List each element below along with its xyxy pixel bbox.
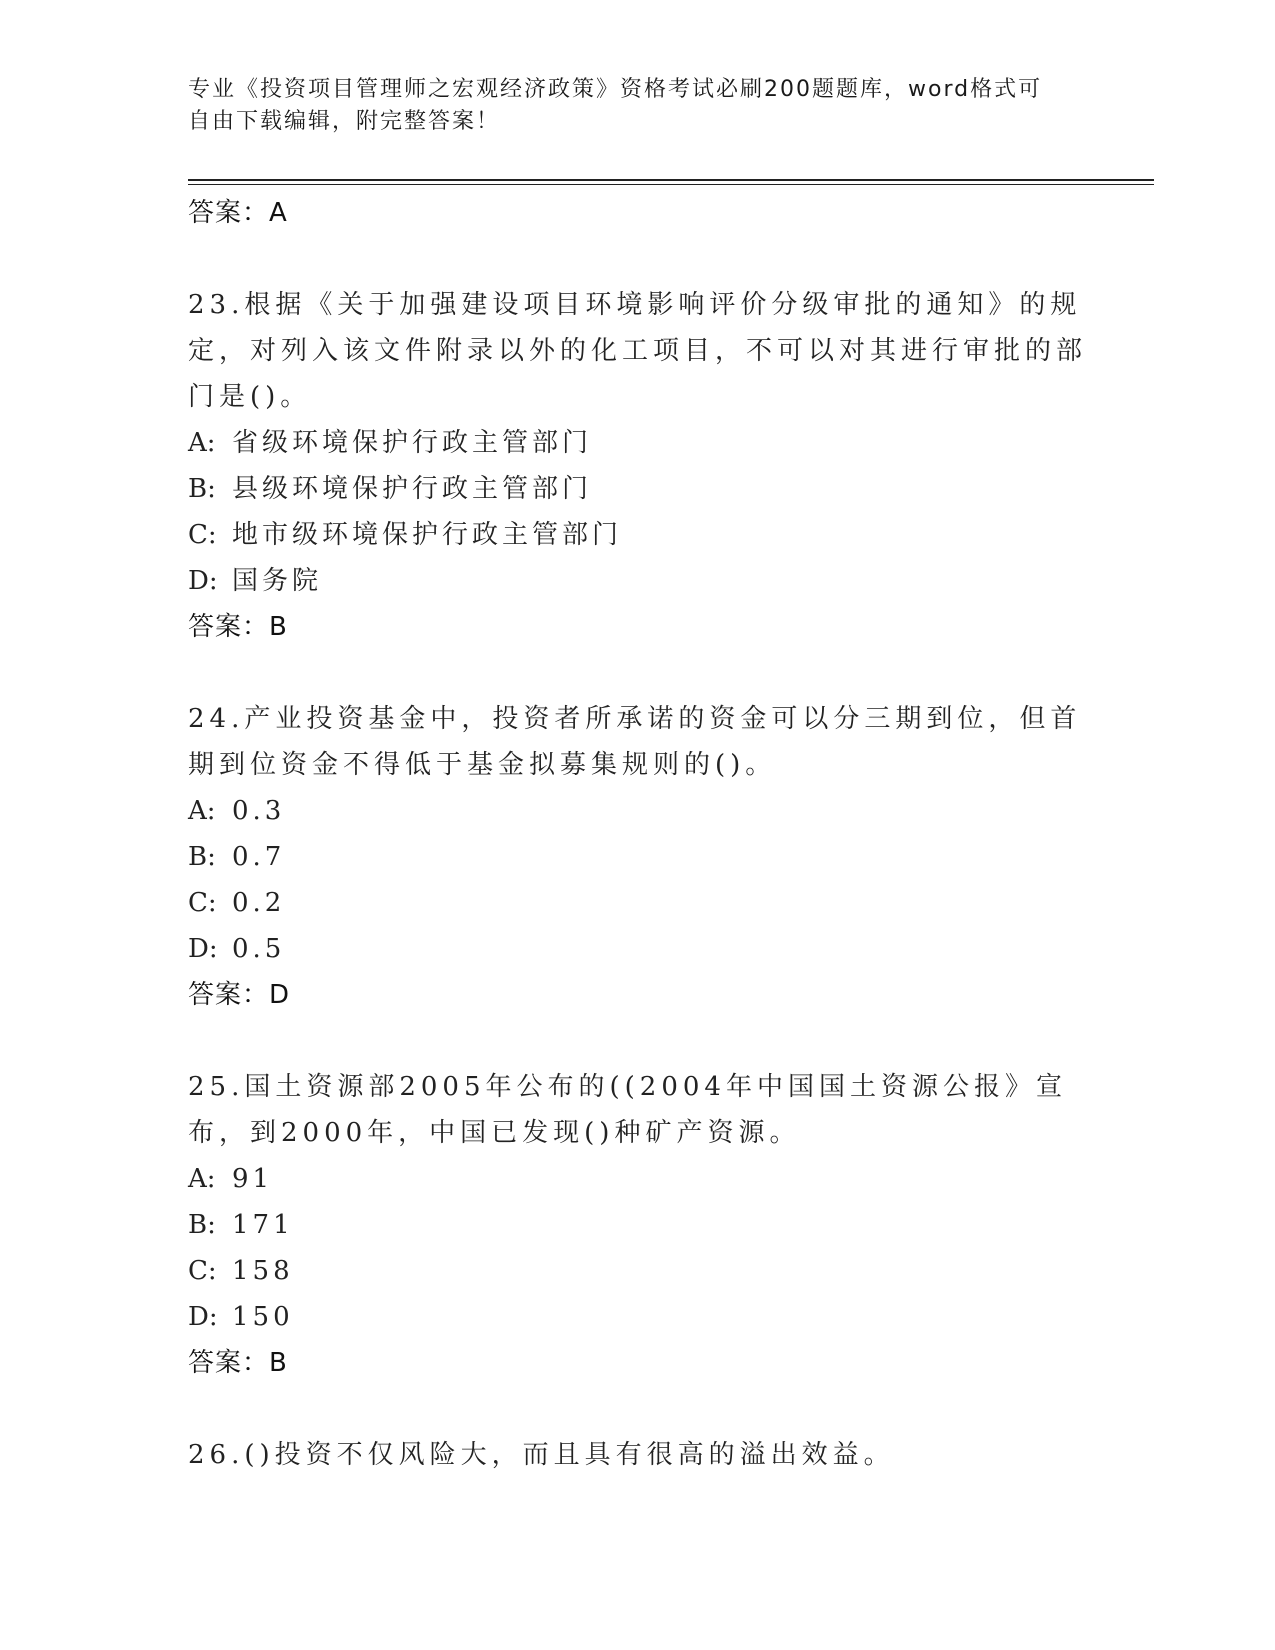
option-letter: A: [188,796,216,826]
answer: 答案：D [188,980,291,1010]
option-a [188,1156,1088,1202]
option-letter: B: [188,842,216,872]
option-b [188,1202,1088,1248]
option-letter: B: [188,1210,216,1240]
question-stem: 26.()投资不仅风险大，而且具有很高的溢出效益。 [188,1440,895,1470]
question-23 [188,282,1088,650]
question-26 [188,1432,1088,1478]
option-b [188,834,1088,880]
option-text: 0.7 [232,842,286,872]
option-text: 158 [232,1256,294,1286]
header-rule-thick [188,179,1154,181]
option-letter: A: [188,1164,216,1194]
question-stem: 25.国土资源部2005年公布的((2004年中国国土资源公报》宣布，到2000年，中国已发现()种矿产资源。 [188,1072,1067,1148]
option-a [188,788,1088,834]
document-body [188,190,1088,1478]
option-a [188,420,1088,466]
header-line-1: 专业《投资项目管理师之宏观经济政策》资格考试必刷200题题库，word格式可 [188,77,1043,102]
question-25 [188,1064,1088,1386]
option-text: 国务院 [232,566,323,596]
option-text: 91 [232,1164,274,1194]
option-letter: D: [188,934,218,964]
option-d [188,558,1088,604]
previous-answer: 答案：A [188,198,288,228]
option-d [188,1294,1088,1340]
question-stem: 24.产业投资基金中，投资者所承诺的资金可以分三期到位，但首期到位资金不得低于基金拟募集规则的()。 [188,704,1082,780]
option-text: 地市级环境保护行政主管部门 [232,520,623,550]
option-text: 0.3 [232,796,286,826]
option-text: 省级环境保护行政主管部门 [232,428,593,458]
option-letter: C: [188,520,217,550]
header-line-2: 自由下载编辑，附完整答案！ [188,109,501,134]
question-24 [188,696,1088,1018]
question-stem: 23.根据《关于加强建设项目环境影响评价分级审批的通知》的规定，对列入该文件附录以外的化工项目，不可以对其进行审批的部门是()。 [188,290,1088,412]
option-c [188,1248,1088,1294]
option-text: 150 [232,1302,294,1332]
option-c [188,512,1088,558]
option-letter: B: [188,474,216,504]
answer: 答案：B [188,612,288,642]
option-letter: C: [188,1256,217,1286]
option-text: 0.2 [232,888,286,918]
option-letter: C: [188,888,217,918]
answer: 答案：B [188,1348,288,1378]
option-text: 县级环境保护行政主管部门 [232,474,593,504]
option-b [188,466,1088,512]
option-letter: D: [188,1302,218,1332]
option-text: 171 [232,1210,294,1240]
header-rule-thin [188,184,1154,185]
option-letter: D: [188,566,218,596]
option-d [188,926,1088,972]
option-text: 0.5 [232,934,286,964]
option-letter: A: [188,428,216,458]
option-c [188,880,1088,926]
document-header [188,74,1068,138]
